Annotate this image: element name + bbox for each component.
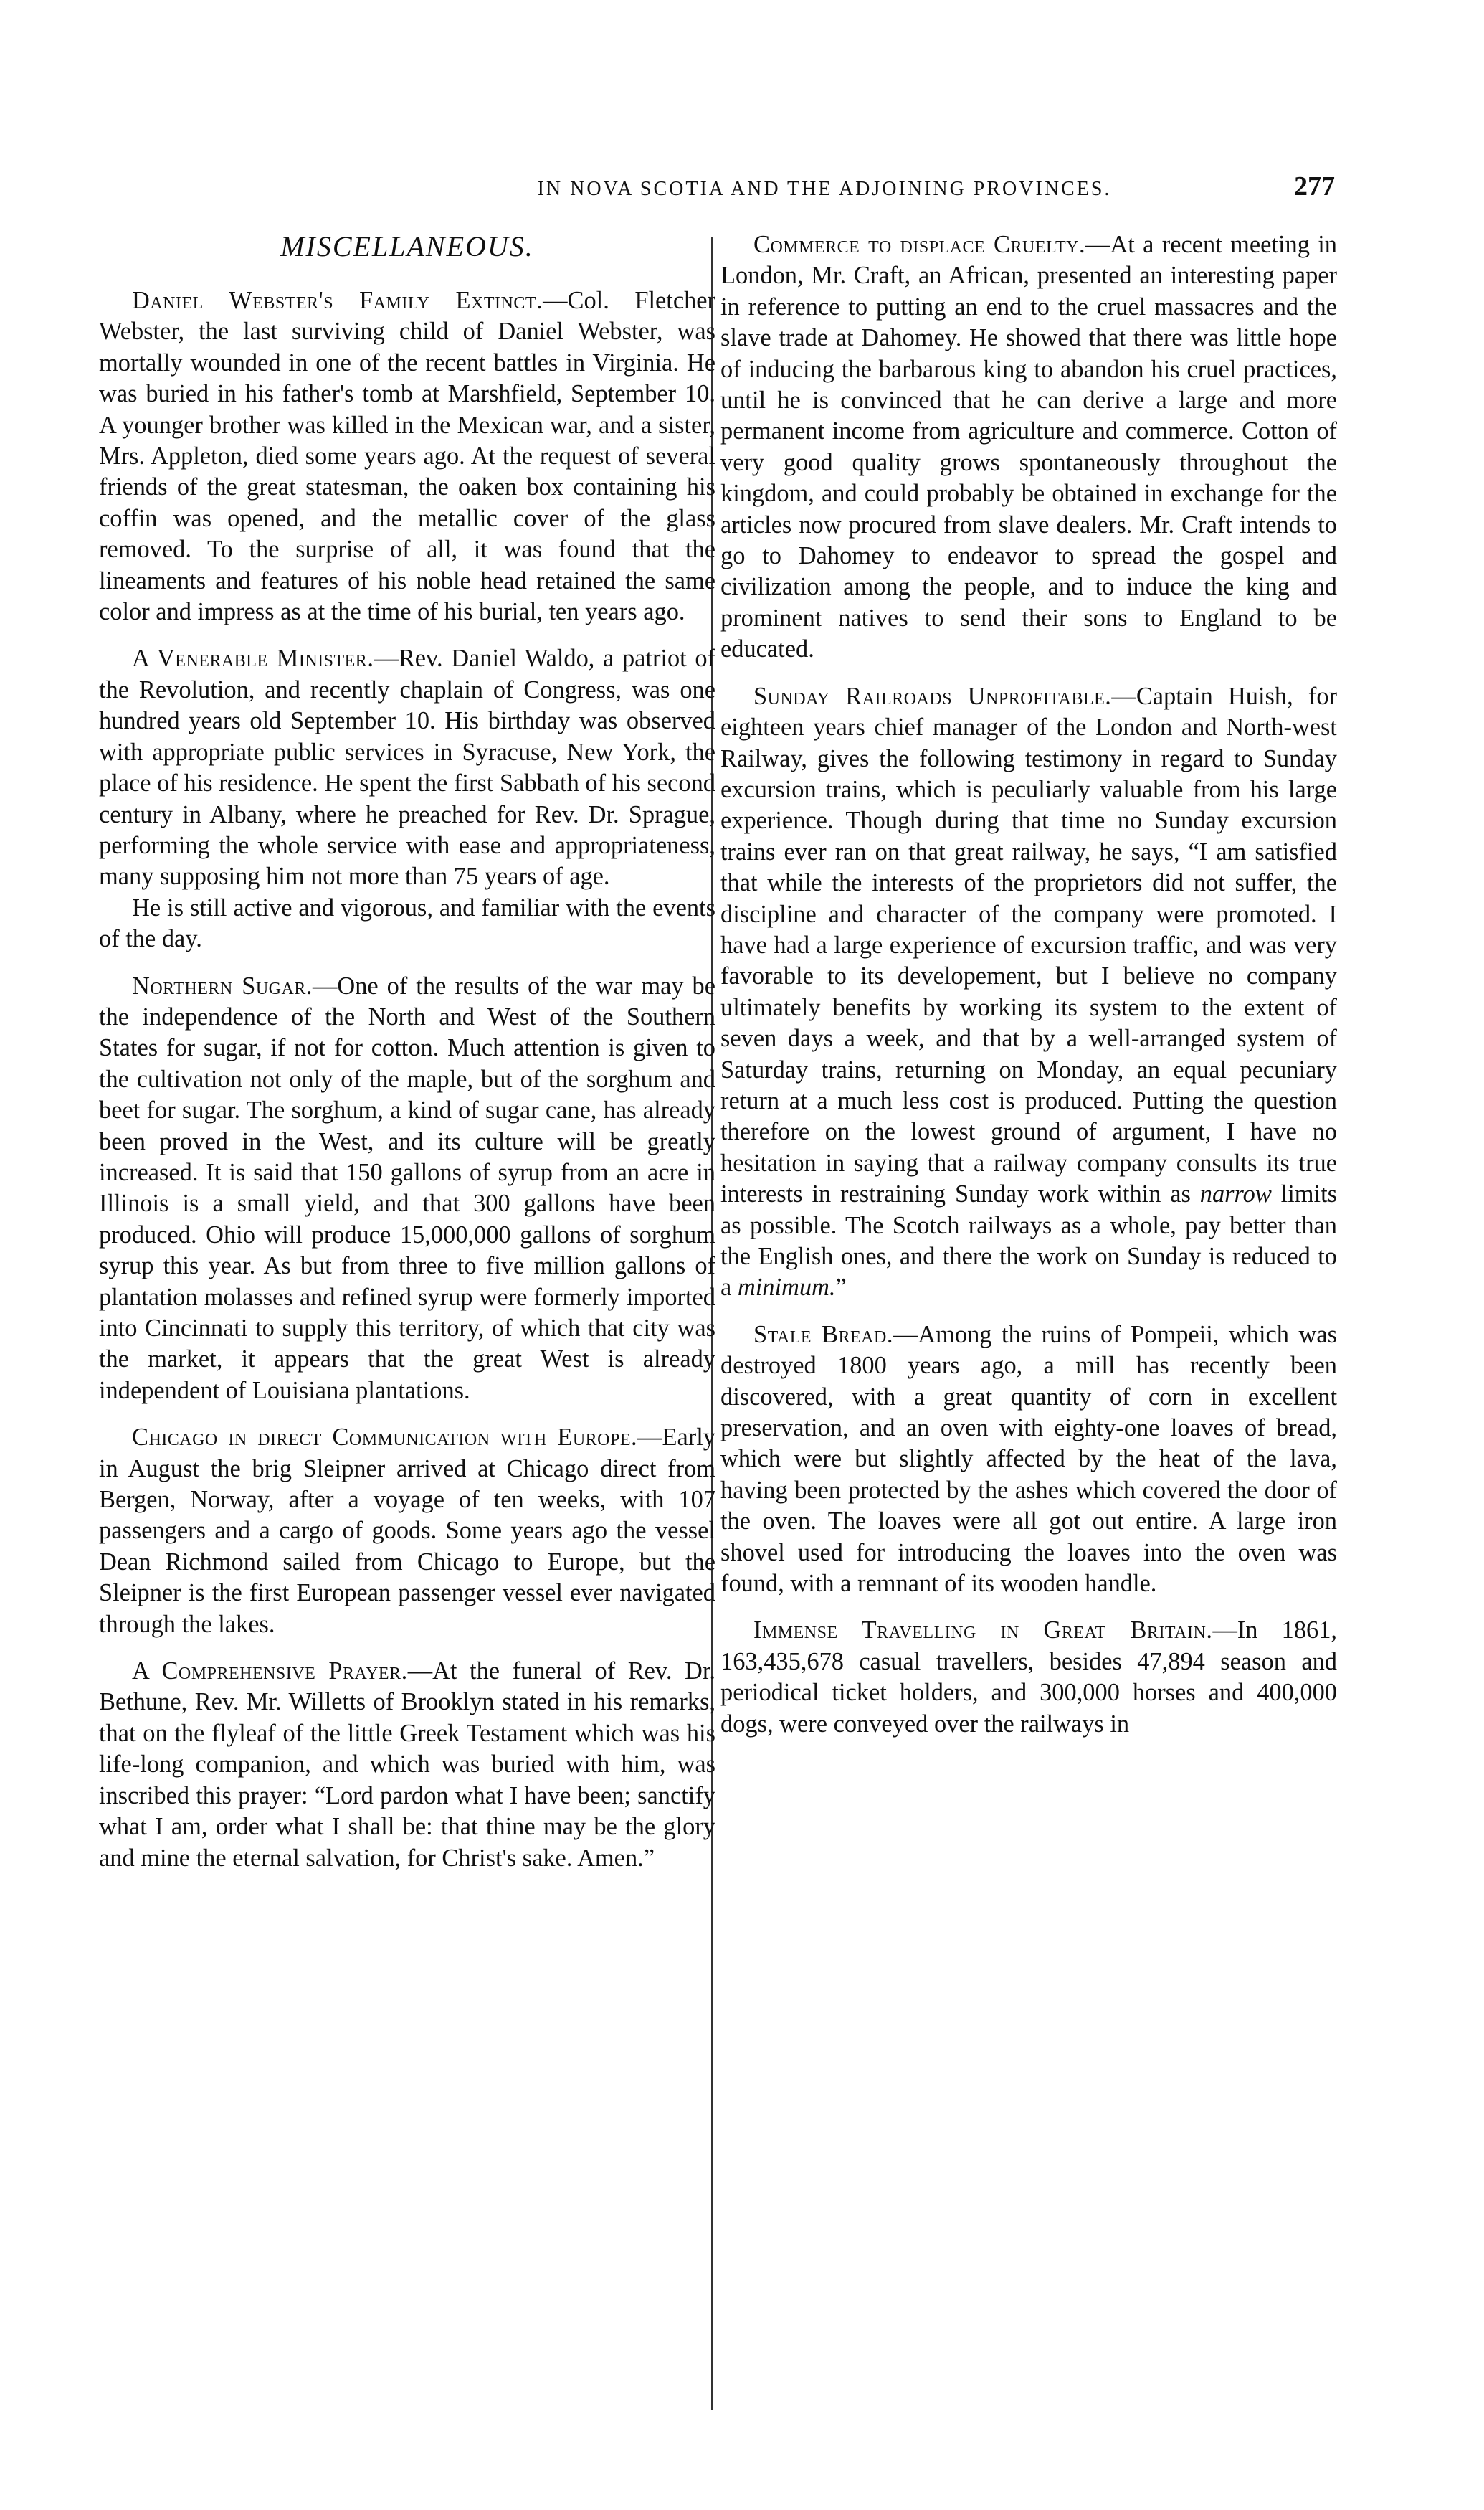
article-body: ” [835,1274,847,1302]
article-heading: Daniel Webster's Family Extinct. [132,287,543,314]
article-sunday-railroads [720,681,1337,1304]
article-body: —Among the ruins of Pompeii, which was destroyed 1800 years ago, a mill has recently been discovered, with a great quantity of corn in excellent preservation, and an oven with eighty-one loaves of bread, which were but slightly affected by the heat of the lava, having been protected by the ashes which covered the door of the oven. The loaves were all got out entire. A large iron shovel used for introducing the loaves into the oven was found, with a remnant of its wooden handle. [720,1320,1338,1598]
left-column [99,229,715,1890]
emphasis-text: narrow [1199,1180,1272,1208]
article-heading: A Venerable Minister. [132,645,374,673]
emphasis-text: minimum. [737,1274,836,1302]
article-body: —Captain Huish, for eighteen years chief manager of the London and North-west Railway, gives the following testimony in regard to Sunday excursion trains, which is peculiarly valuable from his large experience. Though during that time no Sunday excursion trains ever ran on that great railway, he says, “I am satisfied that while the interests of the proprietors did not suffer, the discipline and character of the company were promoted. I have had a large experience of excursion traffic, and was very favorable to its developement, but I believe no company ultimately benefits by working its system to the extent of seven days a week, and that by a well-arranged system of Saturday trains, returning on Monday, an equal pecuniary return at a much less cost is produced. Putting the question therefore on the lowest ground of argument, I have no hesitation in saying that a railway company consults its true interests in restraining Sunday work within as [720,682,1338,1208]
article-northern-sugar [99,971,715,1407]
article-continuation: He is still active and vigorous, and familiar with the events of the day. [99,894,715,953]
section-title: MISCELLANEOUS. [280,230,534,262]
article-immense-travelling [720,1615,1337,1740]
article-heading: Stale Bread. [753,1320,893,1348]
article-body: —Col. Fletcher Webster, the last surviving child of Daniel Webster, was mortally wounded in one of the recent battles in Virginia. He was buried in his father's tomb at Marshfield, September 10. A younger brother was killed in the Mexican war, and a sister, Mrs. Appleton, died some years ago. At the request of several friends of the great statesman, the oaken box containing his coffin was opened, and the metallic cover of the glass removed. To the surprise of all, it was found that the lineaments and features of his noble head retained the same color and impress as at the time of his burial, ten years ago. [99,287,715,626]
article-commerce-cruelty [720,229,1337,666]
running-head: IN NOVA SCOTIA AND THE ADJOINING PROVINCES. [537,178,1112,200]
article-body: limits as possible. The Scotch railways as a whole, pay better than the English ones, and there the work on Sunday is reduced to a [720,1180,1338,1302]
article-body: —One of the results of the war may be the independence of the North and West of the Southern States for sugar, if not for cotton. Much attention is given to the cultivation not only of the maple, but of the sorghum and beet for sugar. The sorghum, a kind of sugar cane, has already been proved in the West, and its culture will be greatly increased. It is said that 150 gallons of syrup from an acre in Illinois is a small yield, and that 300 gallons have been produced. Ohio will produce 15,000,000 gallons of sorghum syrup this year. As but from three to five million gallons of plantation molasses and refined syrup were formerly imported into Cincinnati to supply this territory, of which that city was the market, it appears that the great West is already independent of Louisiana plantations. [99,972,715,1404]
right-column [720,229,1337,1756]
article-venerable-minister [99,643,715,955]
article-heading: Immense Travelling in Great Britain. [753,1616,1213,1644]
article-stale-bread [720,1320,1337,1600]
article-heading: Sunday Railroads Unprofitable. [753,682,1112,710]
article-body: —At the funeral of Rev. Dr. Bethune, Rev. Mr. Willetts of Brooklyn stated in his remarks, that on the flyleaf of the little Greek Testament which was his life-long companion, and which was buried with him, was inscribed this prayer: “Lord pardon what I have been; sanctify what I am, order what I shall be: that thine may be the glory and mine the eternal salvation, for Christ's sake. Amen.” [99,1657,716,1872]
page-number: 277 [1294,171,1335,202]
article-body: —At a recent meeting in London, Mr. Craft, an African, presented an interesting paper in reference to putting an end to the cruel massacres and the slave trade at Dahomey. He showed that there was little hope of inducing the barbarous king to abandon his cruel practices, until he is convinced that he can derive a large and more permanent income from agriculture and commerce. Cotton of very good quality grows spontaneously throughout the kingdom, and could probably be obtained in exchange for the articles now procured from slave dealers. Mr. Craft intends to go to Dahomey to endeavor to spread the gospel and civilization among the people, and to induce the king and prominent natives to send their sons to England to be educated. [720,231,1337,663]
article-body: —Rev. Daniel Waldo, a patriot of the Revolution, and recently chaplain of Congress, was one hundred years old September 10. His birthday was observed with appropriate public services in Syracuse, New York, the place of his residence. He spent the first Sabbath of his second century in Albany, where he preached for Rev. Dr. Sprague, performing the whole service with ease and appropriateness, many supposing him not more than 75 years of age. [99,645,715,891]
article-chicago-europe [99,1422,715,1640]
article-heading: Northern Sugar. [132,972,313,1000]
article-heading: Chicago in direct Communication with Europe. [132,1424,638,1451]
article-body: —Early in August the brig Sleipner arrived at Chicago direct from Bergen, Norway, after a voyage of ten weeks, with 107 passengers and a cargo of goods. Some years ago the vessel Dean Richmond sailed from Chicago to Europe, but the Sleipner is the first European passenger vessel ever navigated through the lakes. [99,1424,715,1638]
article-heading: Commerce to displace Cruelty. [753,231,1086,258]
article-heading: A Comprehensive Prayer. [132,1657,408,1685]
article-webster-family [99,285,715,628]
article-comprehensive-prayer [99,1656,715,1874]
article-body: —In 1861, 163,435,678 casual travellers, besides 47,894 season and periodical ticket holders, and 300,000 horses and 400,000 dogs, were conveyed over the railways in [720,1616,1338,1738]
